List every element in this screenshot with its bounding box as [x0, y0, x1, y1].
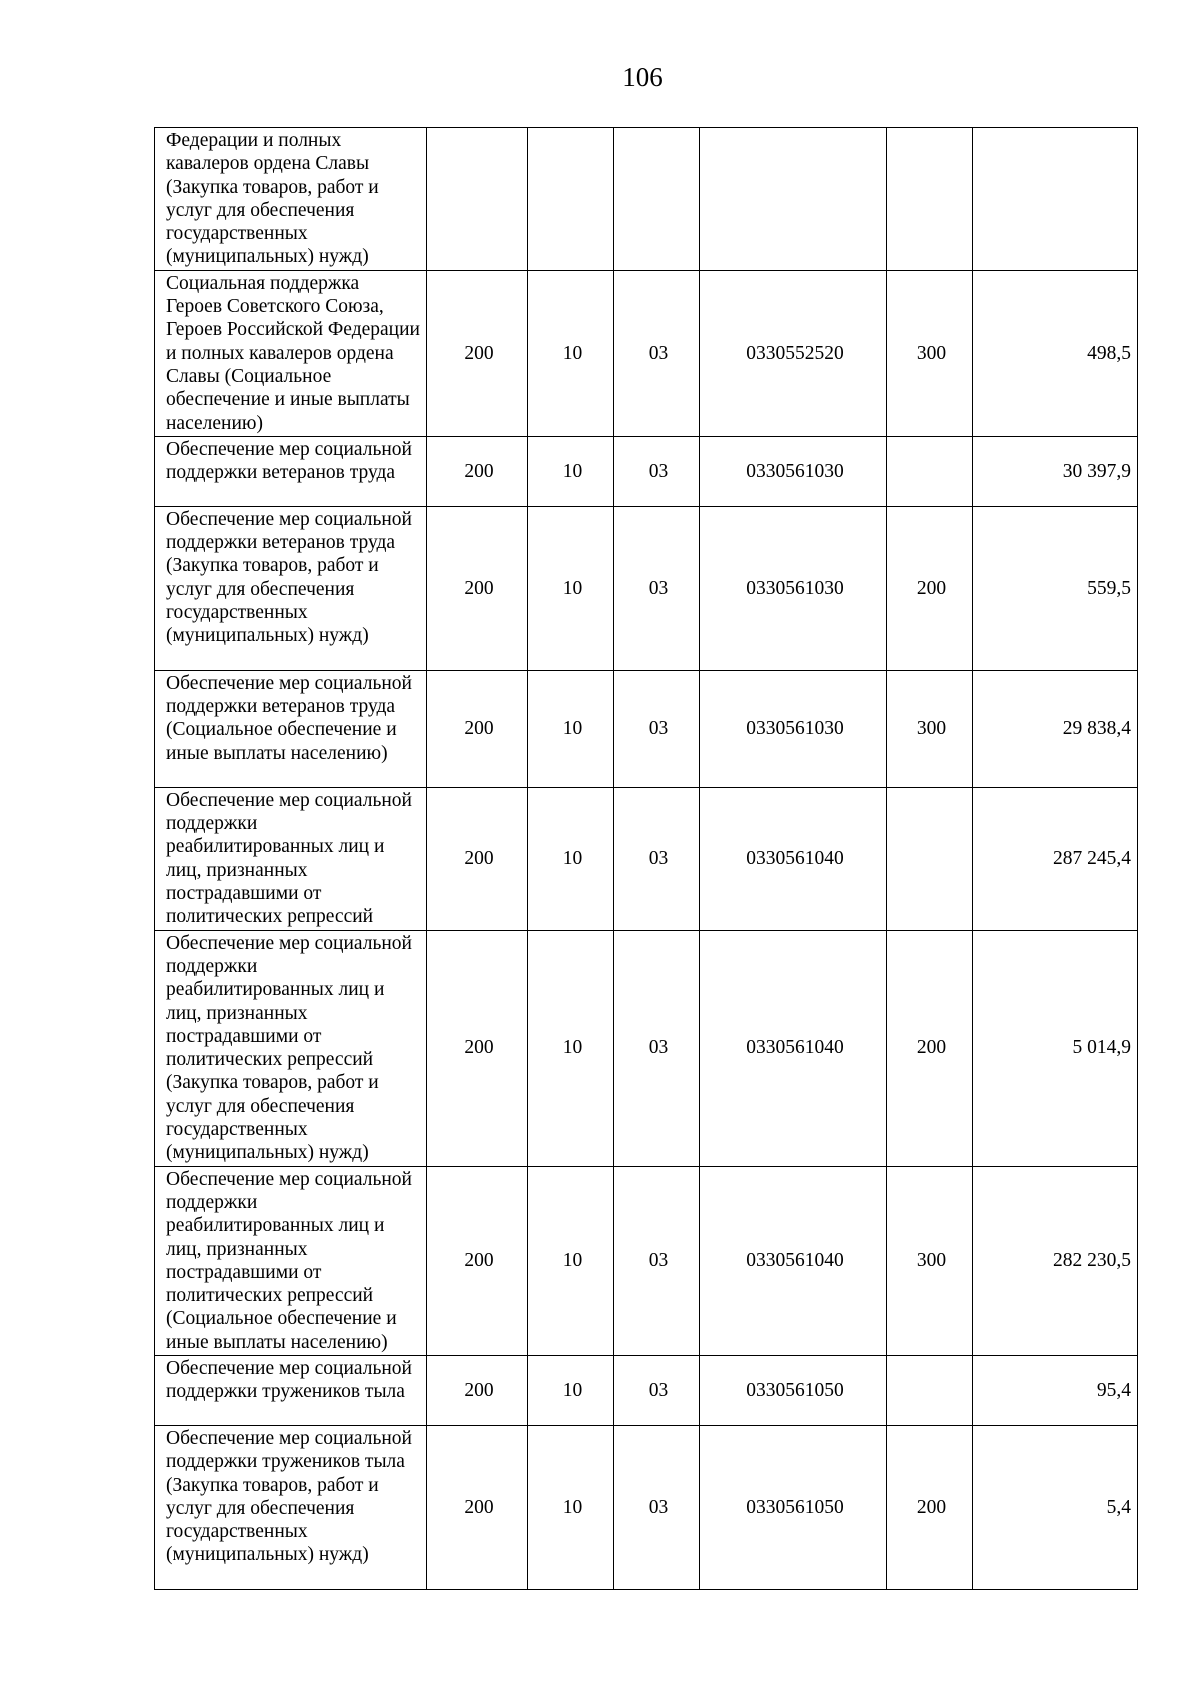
row-code-3: 03	[614, 670, 700, 787]
row-code-1: 200	[427, 1425, 528, 1589]
row-code-2: 10	[528, 506, 614, 670]
row-expense-type	[887, 436, 973, 506]
row-target-article: 0330561040	[700, 1166, 887, 1355]
row-name: Обеспечение мер социальной поддержки реабилитированных лиц и лиц, признанных пострадавшими от политических репрессий (Социальное обеспечение и иные выплаты населению)	[155, 1166, 427, 1355]
row-target-article: 0330561030	[700, 506, 887, 670]
row-amount: 5,4	[973, 1425, 1138, 1589]
row-code-1: 200	[427, 270, 528, 436]
row-amount: 29 838,4	[973, 670, 1138, 787]
row-code-2: 10	[528, 930, 614, 1166]
table-row	[155, 670, 1138, 787]
table-row	[155, 436, 1138, 506]
row-expense-type: 300	[887, 670, 973, 787]
row-code-3: 03	[614, 930, 700, 1166]
row-code-2: 10	[528, 1355, 614, 1425]
row-name: Обеспечение мер социальной поддержки ветеранов труда (Социальное обеспечение и иные выплаты населению)	[155, 670, 427, 787]
row-amount: 559,5	[973, 506, 1138, 670]
row-code-1: 200	[427, 670, 528, 787]
row-code-2: 10	[528, 1425, 614, 1589]
row-code-3: 03	[614, 1425, 700, 1589]
row-name: Обеспечение мер социальной поддержки реабилитированных лиц и лиц, признанных пострадавшими от политических репрессий (Закупка товаров, работ и услуг для обеспечения государственных (муниципальных) нужд)	[155, 930, 427, 1166]
table-row	[155, 506, 1138, 670]
row-code-1: 200	[427, 506, 528, 670]
row-code-3: 03	[614, 1166, 700, 1355]
row-name: Обеспечение мер социальной поддержки ветеранов труда (Закупка товаров, работ и услуг для обеспечения государственных (муниципальных) нужд)	[155, 506, 427, 670]
row-code-1: 200	[427, 930, 528, 1166]
row-amount: 287 245,4	[973, 787, 1138, 930]
row-code-1: 200	[427, 1355, 528, 1425]
row-expense-type: 300	[887, 1166, 973, 1355]
row-target-article: 0330561030	[700, 670, 887, 787]
row-amount: 498,5	[973, 270, 1138, 436]
row-expense-type	[887, 787, 973, 930]
table-row	[155, 1166, 1138, 1355]
row-target-article: 0330561050	[700, 1425, 887, 1589]
row-expense-type	[887, 128, 973, 271]
row-code-2: 10	[528, 436, 614, 506]
row-code-1	[427, 128, 528, 271]
row-expense-type: 200	[887, 1425, 973, 1589]
row-expense-type: 200	[887, 930, 973, 1166]
row-code-3: 03	[614, 787, 700, 930]
row-target-article: 0330561040	[700, 930, 887, 1166]
row-target-article: 0330561050	[700, 1355, 887, 1425]
row-code-3: 03	[614, 270, 700, 436]
row-amount: 30 397,9	[973, 436, 1138, 506]
row-code-2: 10	[528, 670, 614, 787]
row-code-3: 03	[614, 506, 700, 670]
row-name: Федерации и полных кавалеров ордена Славы (Закупка товаров, работ и услуг для обеспечения государственных (муниципальных) нужд)	[155, 128, 427, 271]
row-expense-type: 300	[887, 270, 973, 436]
row-name: Обеспечение мер социальной поддержки тружеников тыла	[155, 1355, 427, 1425]
row-target-article: 0330561040	[700, 787, 887, 930]
table-row	[155, 930, 1138, 1166]
table-row	[155, 787, 1138, 930]
row-amount: 282 230,5	[973, 1166, 1138, 1355]
table-row	[155, 128, 1138, 271]
row-expense-type: 200	[887, 506, 973, 670]
page-number: 106	[622, 62, 663, 92]
table-row	[155, 1355, 1138, 1425]
row-code-3: 03	[614, 1355, 700, 1425]
row-name: Обеспечение мер социальной поддержки ветеранов труда	[155, 436, 427, 506]
row-amount: 95,4	[973, 1355, 1138, 1425]
row-code-1: 200	[427, 436, 528, 506]
row-expense-type	[887, 1355, 973, 1425]
row-code-1: 200	[427, 1166, 528, 1355]
row-amount: 5 014,9	[973, 930, 1138, 1166]
row-code-2	[528, 128, 614, 271]
row-name: Социальная поддержка Героев Советского Союза, Героев Российской Федерации и полных кавалеров ордена Славы (Социальное обеспечение и иные выплаты населению)	[155, 270, 427, 436]
row-code-2: 10	[528, 1166, 614, 1355]
row-name: Обеспечение мер социальной поддержки реабилитированных лиц и лиц, признанных пострадавшими от политических репрессий	[155, 787, 427, 930]
row-code-1: 200	[427, 787, 528, 930]
table-row	[155, 270, 1138, 436]
row-code-3: 03	[614, 436, 700, 506]
row-target-article: 0330561030	[700, 436, 887, 506]
row-target-article: 0330552520	[700, 270, 887, 436]
table-row	[155, 1425, 1138, 1589]
row-code-2: 10	[528, 270, 614, 436]
row-name: Обеспечение мер социальной поддержки тружеников тыла (Закупка товаров, работ и услуг для обеспечения государственных (муниципальных) нужд)	[155, 1425, 427, 1589]
row-code-2: 10	[528, 787, 614, 930]
row-target-article	[700, 128, 887, 271]
row-code-3	[614, 128, 700, 271]
budget-table	[154, 127, 1138, 1590]
row-amount	[973, 128, 1138, 271]
